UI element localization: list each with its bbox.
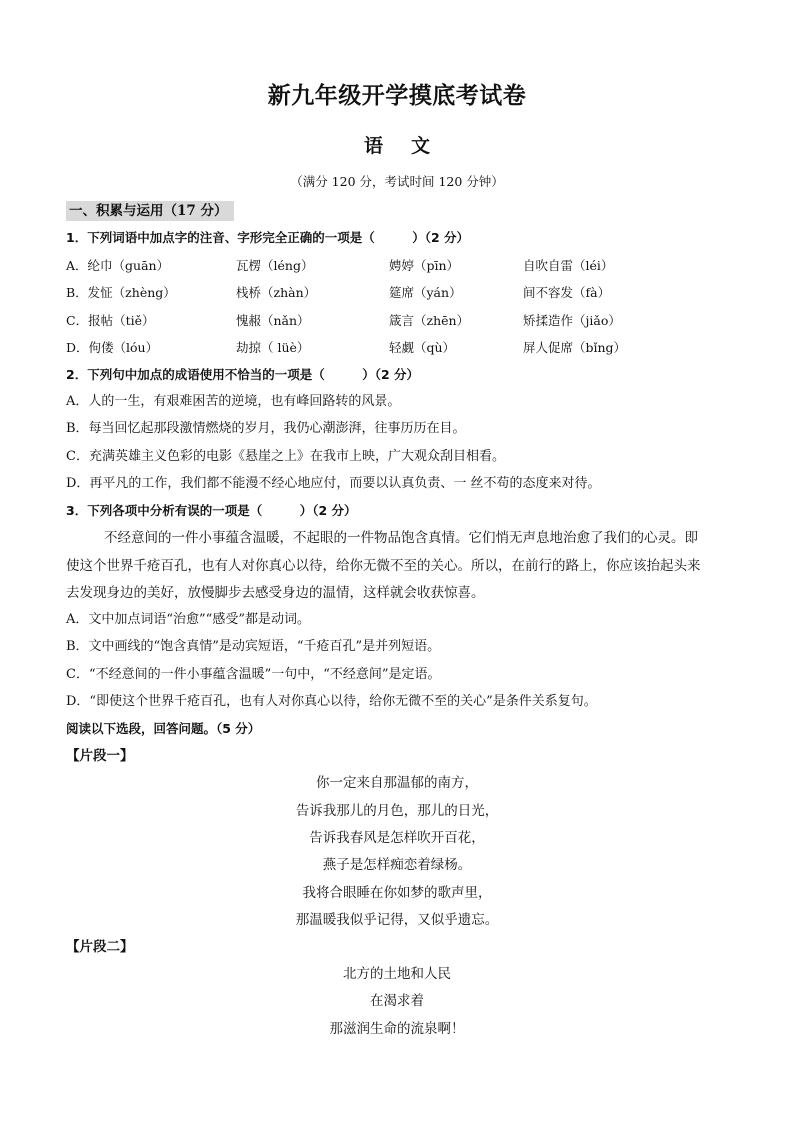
subject-heading [0, 131, 794, 158]
fragment-1-line: 告诉我春风是怎样吹开百花， [309, 830, 485, 846]
exam-title: 新九年级开学摸底考试卷 [267, 83, 527, 109]
q2-option-a: A．人的一生，有艰难困苦的逆境，也有峰回路转的风景。 [66, 394, 401, 409]
q3-passage-line-1: 不经意间的一件小事蕴含温暖，不起眼的一件物品饱含真情。它们悄无声息地治愈了我们的心灵。即 [104, 530, 698, 546]
q3-option-a: A．文中加点词语“治愈”“感受”都是动词。 [66, 612, 310, 627]
q1-option-b-1: B．发怔（zhèng） [66, 285, 176, 300]
q3-passage-line-2: 使这个世界千疮百孔，也有人对你真心以待，给你无微不至的关心。所以，在前行的路上，你应该抬起头来 [66, 558, 701, 574]
fragment-2-label: 【片段二】 [66, 939, 134, 955]
reading-stem: 阅读以下选段，回答问题。（5 分） [66, 721, 261, 736]
q2-option-b: B．每当回忆起那段激情燃烧的岁月，我仍心潮澎湃，往事历历在目。 [66, 421, 466, 436]
q1-option-a-2: 瓦楞（léng） [236, 258, 314, 273]
q3-option-c: C．“不经意间的一件小事蕴含温暖”一句中，“不经意间”是定语。 [66, 667, 441, 682]
q1-option-c-1: C．报帖（tiě） [66, 313, 155, 328]
question-2-stem: 2．下列句中加点的成语使用不恰当的一项是（ ）（2 分） [66, 367, 419, 382]
subject-char-1: 语 [363, 135, 383, 157]
fragment-2-line: 那滋润生命的流泉啊！ [329, 1021, 465, 1037]
fragment-1-line: 那温暖我似乎记得，又似乎遗忘。 [295, 912, 499, 928]
q1-option-d-2: 劫掠（ lüè） [236, 340, 310, 355]
q1-option-d-1: D．佝偻（lóu） [66, 340, 159, 355]
fragment-1-label: 【片段一】 [66, 748, 134, 764]
q1-option-a-1: A．纶巾（guān） [66, 258, 170, 273]
fragment-2-line: 北方的土地和人民 [343, 966, 451, 982]
subject-char-2: 文 [411, 135, 431, 157]
section-heading: 一、积累与运用（17 分） [66, 201, 234, 221]
q1-option-d-3: 轻觑（qù） [389, 340, 456, 355]
fragment-1-line: 告诉我那儿的月色，那儿的日光， [295, 803, 499, 819]
q1-option-b-2: 栈桥（zhàn） [236, 285, 317, 300]
q1-option-c-2: 愧赧（nǎn） [236, 313, 310, 328]
score-note: （满分 120 分，考试时间 120 分钟） [290, 174, 504, 189]
fragment-1-line: 我将合眼睡在你如梦的歌声里， [302, 885, 492, 901]
fragment-2-line: 在渴求着 [370, 993, 424, 1009]
q1-option-c-4: 矫揉造作（jiǎo） [523, 313, 621, 328]
q1-option-d-4: 屏人促席（bǐng） [523, 340, 627, 355]
question-3-stem: 3．下列各项中分析有误的一项是（ ）（2 分） [66, 503, 357, 518]
q1-option-b-3: 筵席（yán） [389, 285, 462, 300]
q2-option-d: D．再平凡的工作，我们都不能漫不经心地应付，而要以认真负责、一 丝不苟的态度来对待。 [66, 476, 601, 491]
q1-option-a-3: 娉婷（pīn） [389, 258, 460, 273]
q3-option-d: D．“即使这个世界千疮百孔，也有人对你真心以待，给你无微不至的关心”是条件关系复句。 [66, 694, 597, 709]
q3-passage-line-3: 去发现身边的美好，放慢脚步去感受身边的温情，这样就会收获惊喜。 [66, 585, 485, 601]
q1-option-b-4: 间不容发（fà） [523, 285, 611, 300]
q3-option-b: B．文中画线的“饱含真情”是动宾短语，“千疮百孔”是并列短语。 [66, 639, 441, 654]
q2-option-c: C．充满英雄主义色彩的电影《悬崖之上》在我市上映，广大观众刮目相看。 [66, 449, 505, 464]
q1-option-c-3: 箴言（zhēn） [389, 313, 470, 328]
fragment-1-line: 燕子是怎样痴恋着绿杨。 [322, 857, 472, 873]
question-1-stem: 1．下列词语中加点字的注音、字形完全正确的一项是（ ）（2 分） [66, 230, 469, 245]
q1-option-a-4: 自吹自雷（léi） [523, 258, 614, 273]
fragment-1-line: 你一定来自那温郁的南方， [316, 775, 478, 791]
